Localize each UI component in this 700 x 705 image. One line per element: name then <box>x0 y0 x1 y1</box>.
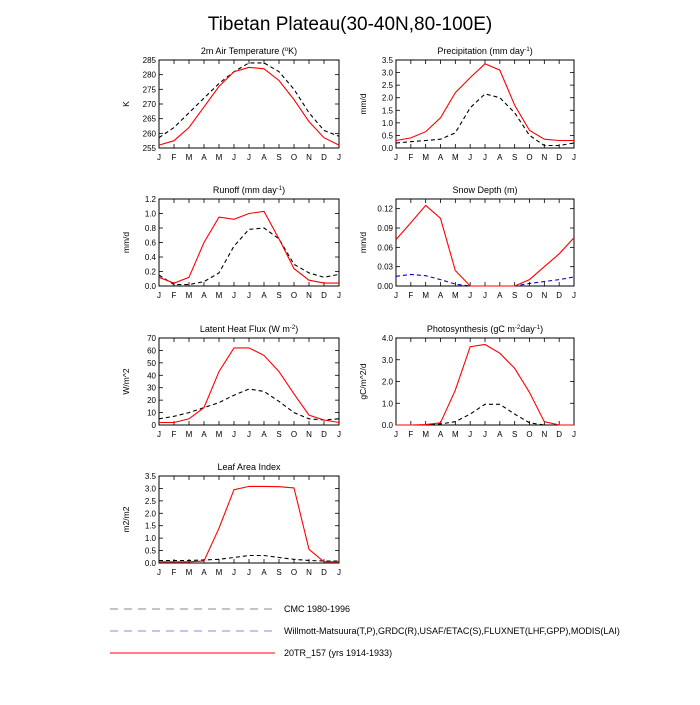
y-tick-label: 10 <box>147 408 156 418</box>
y-tick-label: 2.0 <box>381 377 393 387</box>
plot-frame <box>396 338 574 425</box>
series-line-2 <box>396 345 574 426</box>
y-tick-label: 260 <box>142 129 156 139</box>
x-tick-label: J <box>483 430 487 439</box>
plot-frame <box>159 199 339 286</box>
y-tick-label: 3.5 <box>144 472 156 481</box>
y-tick-label: 1.0 <box>144 209 156 219</box>
x-tick-label: O <box>526 430 533 439</box>
plot-frame <box>159 476 339 563</box>
y-tick-label: 0.0 <box>381 144 393 153</box>
x-tick-label: J <box>337 568 341 577</box>
panel-1 <box>121 46 341 162</box>
legend-label: CMC 1980-1996 <box>284 604 351 614</box>
y-tick-label: 285 <box>142 56 156 65</box>
x-tick-label: A <box>261 568 267 577</box>
x-tick-label: J <box>157 568 161 577</box>
series-line-1 <box>159 228 339 285</box>
panel-6 <box>358 324 576 439</box>
x-tick-label: O <box>290 430 298 439</box>
x-tick-label: J <box>468 291 473 300</box>
y-tick-label: 40 <box>147 371 156 381</box>
y-tick-label: 275 <box>142 85 156 95</box>
x-tick-label: S <box>276 153 282 162</box>
x-tick-label: M <box>215 430 223 439</box>
y-tick-label: 0.0 <box>144 559 156 568</box>
y-tick-label: 0.6 <box>144 238 156 248</box>
panel-title: 2m Air Temperature ($^o$K) <box>200 46 298 56</box>
y-tick-label: 0.4 <box>144 253 156 262</box>
x-tick-label: D <box>321 430 327 439</box>
panels <box>121 46 576 577</box>
x-tick-label: N <box>541 291 548 300</box>
y-axis-label: mm/d <box>121 231 131 254</box>
x-tick-label: M <box>185 291 193 300</box>
x-tick-label: J <box>247 568 251 577</box>
panel-title: Leaf Area Index <box>217 462 281 472</box>
x-tick-label: J <box>157 153 161 162</box>
y-tick-label: 2.0 <box>144 509 156 519</box>
x-tick-label: A <box>497 153 503 162</box>
series-line-1 <box>396 94 574 146</box>
x-tick-label: J <box>394 430 398 439</box>
x-tick-label: A <box>497 291 503 300</box>
x-tick-label: J <box>247 291 251 300</box>
y-tick-label: 3.5 <box>381 56 393 65</box>
x-tick-label: S <box>276 568 282 577</box>
series-line-2 <box>159 67 339 145</box>
y-tick-label: 0.8 <box>144 224 156 233</box>
x-tick-label: N <box>541 153 548 162</box>
panel-title: Snow Depth (m) <box>452 185 518 195</box>
x-tick-label: D <box>556 430 563 439</box>
x-tick-label: J <box>232 291 236 300</box>
x-tick-label: M <box>422 291 430 300</box>
x-tick-label: J <box>337 291 341 300</box>
x-tick-label: O <box>290 568 298 577</box>
plot-frame <box>159 338 339 425</box>
x-tick-label: F <box>171 153 177 162</box>
x-tick-label: J <box>232 430 236 439</box>
x-tick-label: J <box>232 153 236 162</box>
x-tick-label: J <box>572 430 576 439</box>
x-tick-label: A <box>201 153 207 162</box>
x-tick-label: D <box>556 153 563 162</box>
x-tick-label: M <box>185 568 193 577</box>
y-axis-label: mm/d <box>358 93 368 115</box>
x-tick-label: S <box>276 430 282 439</box>
y-axis-label: gC/m^2/d <box>358 363 368 400</box>
x-tick-label: D <box>321 291 327 300</box>
x-tick-label: F <box>408 430 414 439</box>
x-tick-label: O <box>526 291 533 300</box>
panel-title: Photosynthesis (gC $m^{-2}day^{-1}$) <box>426 324 544 334</box>
y-tick-label: 0.5 <box>381 131 393 141</box>
y-tick-label: 3.0 <box>381 355 393 365</box>
y-tick-label: 1.0 <box>381 399 393 409</box>
panel-7 <box>121 462 341 577</box>
y-tick-label: 280 <box>142 70 156 80</box>
y-tick-label: 0.5 <box>144 546 156 556</box>
panel-5 <box>121 324 341 439</box>
legend-entry-3 <box>110 648 392 658</box>
x-tick-label: M <box>451 153 459 162</box>
plot-frame <box>159 60 339 148</box>
x-tick-label: A <box>261 153 267 162</box>
x-tick-label: D <box>321 153 327 162</box>
y-tick-label: 1.5 <box>381 106 393 116</box>
y-tick-label: 0 <box>151 421 156 430</box>
y-tick-label: 0.12 <box>377 204 393 214</box>
x-tick-label: J <box>247 153 251 162</box>
y-axis-label: mm/d <box>358 231 368 254</box>
x-tick-label: O <box>290 291 298 300</box>
y-axis-label: m2/m2 <box>121 506 131 533</box>
panel-2 <box>358 46 576 162</box>
y-tick-label: 2.5 <box>381 81 393 91</box>
series-line-2 <box>396 64 574 141</box>
y-tick-label: 60 <box>147 346 156 356</box>
y-tick-label: 0.0 <box>381 421 393 430</box>
x-tick-label: M <box>215 153 223 162</box>
series-line-1 <box>159 63 339 138</box>
x-tick-label: J <box>337 430 341 439</box>
y-tick-label: 1.2 <box>144 195 156 204</box>
x-tick-label: A <box>261 291 267 300</box>
x-tick-label: J <box>157 291 161 300</box>
x-tick-label: A <box>437 291 444 300</box>
y-tick-label: 3.0 <box>381 68 393 78</box>
y-tick-label: 4.0 <box>381 334 393 343</box>
y-tick-label: 3.0 <box>144 484 156 494</box>
x-tick-label: S <box>511 153 518 162</box>
x-tick-label: J <box>483 291 487 300</box>
series-line-2 <box>159 486 339 561</box>
x-tick-label: N <box>541 430 548 439</box>
x-tick-label: A <box>437 153 444 162</box>
y-tick-label: 0.2 <box>144 267 156 277</box>
x-tick-label: F <box>171 291 177 300</box>
y-tick-label: 270 <box>142 100 156 109</box>
x-tick-label: N <box>306 153 312 162</box>
x-tick-label: O <box>526 153 533 162</box>
y-tick-label: 0.0 <box>144 282 156 291</box>
x-tick-label: J <box>232 568 236 577</box>
x-tick-label: J <box>483 153 487 162</box>
x-tick-label: J <box>468 430 473 439</box>
series-line-2 <box>396 205 574 286</box>
y-tick-label: 265 <box>142 114 156 124</box>
y-tick-label: 255 <box>142 144 156 153</box>
y-tick-label: 0.09 <box>377 224 393 233</box>
x-tick-label: A <box>261 430 267 439</box>
y-axis-label: W/m^2 <box>121 368 131 395</box>
x-tick-label: F <box>171 430 177 439</box>
x-tick-label: N <box>306 568 312 577</box>
x-tick-label: A <box>201 430 207 439</box>
legend <box>110 604 620 658</box>
x-tick-label: J <box>247 430 251 439</box>
panel-4 <box>358 185 576 300</box>
x-tick-label: D <box>556 291 563 300</box>
y-tick-label: 0.03 <box>377 262 393 272</box>
x-tick-label: A <box>497 430 503 439</box>
x-tick-label: J <box>394 291 398 300</box>
panel-title: Precipitation (mm day$^{-1}$) <box>437 46 533 56</box>
y-tick-label: 1.0 <box>381 118 393 128</box>
x-tick-label: J <box>337 153 341 162</box>
series-line-1 <box>159 389 339 420</box>
x-tick-label: J <box>572 291 576 300</box>
x-tick-label: M <box>215 568 223 577</box>
panel-title: Runoff (mm day$^{-1}$) <box>212 185 286 195</box>
legend-entry-1 <box>110 604 350 614</box>
x-tick-label: S <box>511 430 518 439</box>
y-tick-label: 1.0 <box>144 534 156 544</box>
legend-label: Willmott-Matsuura(T,P),GRDC(R),USAF/ETAC(S),FLUXNET(LHF,GPP),MODIS(LAI) <box>284 626 620 636</box>
x-tick-label: J <box>468 153 473 162</box>
x-tick-label: M <box>422 153 430 162</box>
x-tick-label: M <box>451 430 459 439</box>
x-tick-label: A <box>201 568 207 577</box>
x-tick-label: D <box>321 568 327 577</box>
x-tick-label: F <box>408 291 414 300</box>
y-tick-label: 2.0 <box>381 93 393 103</box>
plot-frame <box>396 60 574 148</box>
y-tick-label: 0.00 <box>377 282 393 291</box>
x-tick-label: F <box>408 153 414 162</box>
y-tick-label: 2.5 <box>144 496 156 506</box>
y-tick-label: 50 <box>147 358 156 368</box>
y-tick-label: 30 <box>147 383 156 393</box>
x-tick-label: F <box>171 568 177 577</box>
x-tick-label: J <box>572 153 576 162</box>
y-tick-label: 70 <box>147 334 156 343</box>
x-tick-label: J <box>394 153 398 162</box>
series-line-2 <box>159 348 339 423</box>
legend-entry-2 <box>110 626 620 636</box>
x-tick-label: O <box>290 153 298 162</box>
x-tick-label: N <box>306 430 312 439</box>
x-tick-label: M <box>422 430 430 439</box>
x-tick-label: A <box>437 430 444 439</box>
plot-frame <box>396 199 574 286</box>
x-tick-label: M <box>215 291 223 300</box>
x-tick-label: M <box>451 291 459 300</box>
figure-title: Tibetan Plateau(30-40N,80-100E) <box>207 14 493 35</box>
panel-3 <box>121 185 341 300</box>
panel-title: Latent Heat Flux (W $m^{-2}$) <box>199 324 299 334</box>
x-tick-label: S <box>276 291 282 300</box>
y-axis-label: K <box>121 101 131 107</box>
x-tick-label: M <box>185 153 193 162</box>
legend-label: 20TR_157 (yrs 1914-1933) <box>284 648 393 658</box>
x-tick-label: S <box>511 291 518 300</box>
y-tick-label: 20 <box>147 396 156 406</box>
x-tick-label: N <box>306 291 312 300</box>
x-tick-label: A <box>201 291 207 300</box>
x-tick-label: J <box>157 430 161 439</box>
x-tick-label: M <box>185 430 193 439</box>
y-tick-label: 1.5 <box>144 521 156 531</box>
y-tick-label: 0.06 <box>377 243 393 253</box>
series-line-2 <box>159 211 339 283</box>
